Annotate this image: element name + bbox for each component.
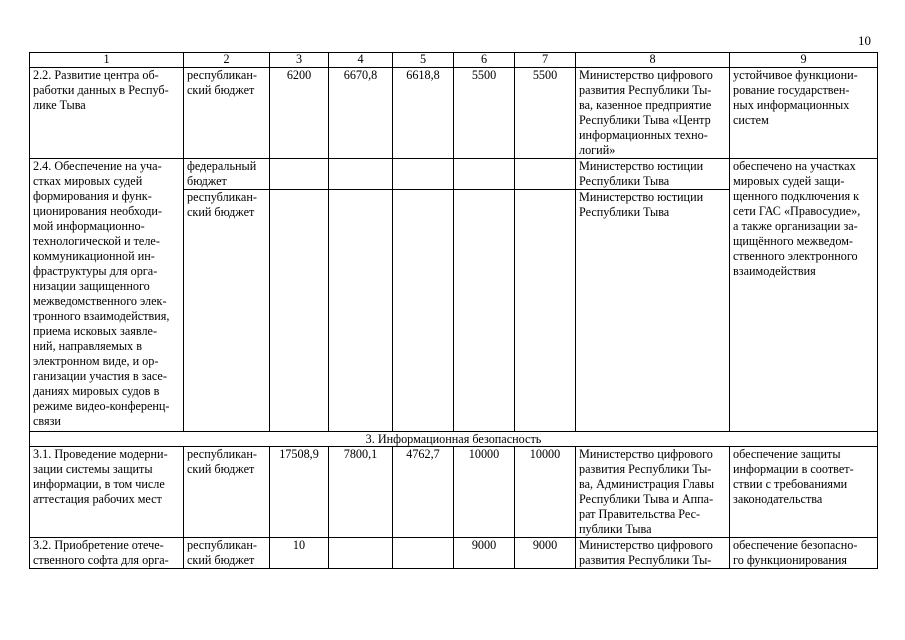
amount-cell xyxy=(515,190,576,432)
amount-cell: 10000 xyxy=(515,447,576,538)
amount-cell xyxy=(454,159,515,190)
table-row xyxy=(30,538,878,569)
funding-source: федеральный бюджет xyxy=(184,159,270,190)
table-row xyxy=(30,159,878,190)
amount-cell xyxy=(393,159,454,190)
amount-cell: 17508,9 xyxy=(270,447,329,538)
amount-cell: 10 xyxy=(270,538,329,569)
amount-cell: 9000 xyxy=(454,538,515,569)
amount-cell xyxy=(270,190,329,432)
amount-cell: 6618,8 xyxy=(393,68,454,159)
amount-cell xyxy=(515,159,576,190)
table-row xyxy=(30,447,878,538)
funding-source: республикан- ский бюджет xyxy=(184,68,270,159)
measure-name: 3.1. Проведение модерни- зации системы защиты информации, в том числе аттестация рабочих мест xyxy=(30,447,184,538)
amount-cell xyxy=(329,190,393,432)
executor: Министерство юстиции Республики Тыва xyxy=(576,190,730,432)
amount-cell: 10000 xyxy=(454,447,515,538)
amount-cell xyxy=(454,190,515,432)
executor: Министерство цифрового развития Республики Ты- ва, казенное предприятие Республики Тыва «Центр информационных техно- логий» xyxy=(576,68,730,159)
column-number-row xyxy=(30,53,878,68)
amount-cell: 6200 xyxy=(270,68,329,159)
table-row xyxy=(30,68,878,159)
column-number: 1 xyxy=(30,53,184,68)
expected-result: обеспечение защиты информации в соответ- ствии с требованиями законодательства xyxy=(730,447,878,538)
column-number: 9 xyxy=(730,53,878,68)
amount-cell: 5500 xyxy=(515,68,576,159)
expected-result: устойчивое функциони- рование государствен- ных информационных систем xyxy=(730,68,878,159)
funding-source: республикан- ский бюджет xyxy=(184,538,270,569)
amount-cell xyxy=(393,190,454,432)
expected-result: обеспечение безопасно- го функционирования xyxy=(730,538,878,569)
page-number: 10 xyxy=(858,33,871,48)
amount-cell xyxy=(329,159,393,190)
expected-result: обеспечено на участках мировых судей защи- щенного подключения к сети ГАС «Правосудие», а также организации за- щищённого межведом- ственного электронного взаимодействия xyxy=(730,159,878,432)
funding-source: республикан- ский бюджет xyxy=(184,190,270,432)
amount-cell xyxy=(393,538,454,569)
column-number: 4 xyxy=(329,53,393,68)
program-table xyxy=(29,52,878,569)
column-number: 5 xyxy=(393,53,454,68)
amount-cell: 7800,1 xyxy=(329,447,393,538)
executor: Министерство цифрового развития Республики Ты- ва, Администрация Главы Республики Тыва и Аппа- рат Правительства Рес- публики Тыва xyxy=(576,447,730,538)
amount-cell: 6670,8 xyxy=(329,68,393,159)
amount-cell xyxy=(270,159,329,190)
section-title: 3. Информационная безопасность xyxy=(30,432,878,447)
measure-name: 2.4. Обеспечение на уча- стках мировых судей формирования и функ- ционирования необходи- мой информационно- технологической и теле- коммуникационной ин- фраструктуры для орга- низации защищенного межведомственного элек- тронного взаимодействия, приема исковых заявле- ний, направляемых в электронном виде, и ор- ганизации участия в засе- даниях мировых судов в режиме видео-конференц- связи xyxy=(30,159,184,432)
amount-cell xyxy=(329,538,393,569)
measure-name: 3.2. Приобретение отече- ственного софта для орга- xyxy=(30,538,184,569)
amount-cell: 4762,7 xyxy=(393,447,454,538)
column-number: 8 xyxy=(576,53,730,68)
measure-name: 2.2. Развитие центра об- работки данных в Респуб- лике Тыва xyxy=(30,68,184,159)
column-number: 3 xyxy=(270,53,329,68)
executor: Министерство юстиции Республики Тыва xyxy=(576,159,730,190)
column-number: 6 xyxy=(454,53,515,68)
column-number: 7 xyxy=(515,53,576,68)
amount-cell: 9000 xyxy=(515,538,576,569)
funding-source: республикан- ский бюджет xyxy=(184,447,270,538)
amount-cell: 5500 xyxy=(454,68,515,159)
section-row xyxy=(30,432,878,447)
column-number: 2 xyxy=(184,53,270,68)
executor: Министерство цифрового развития Республики Ты- xyxy=(576,538,730,569)
